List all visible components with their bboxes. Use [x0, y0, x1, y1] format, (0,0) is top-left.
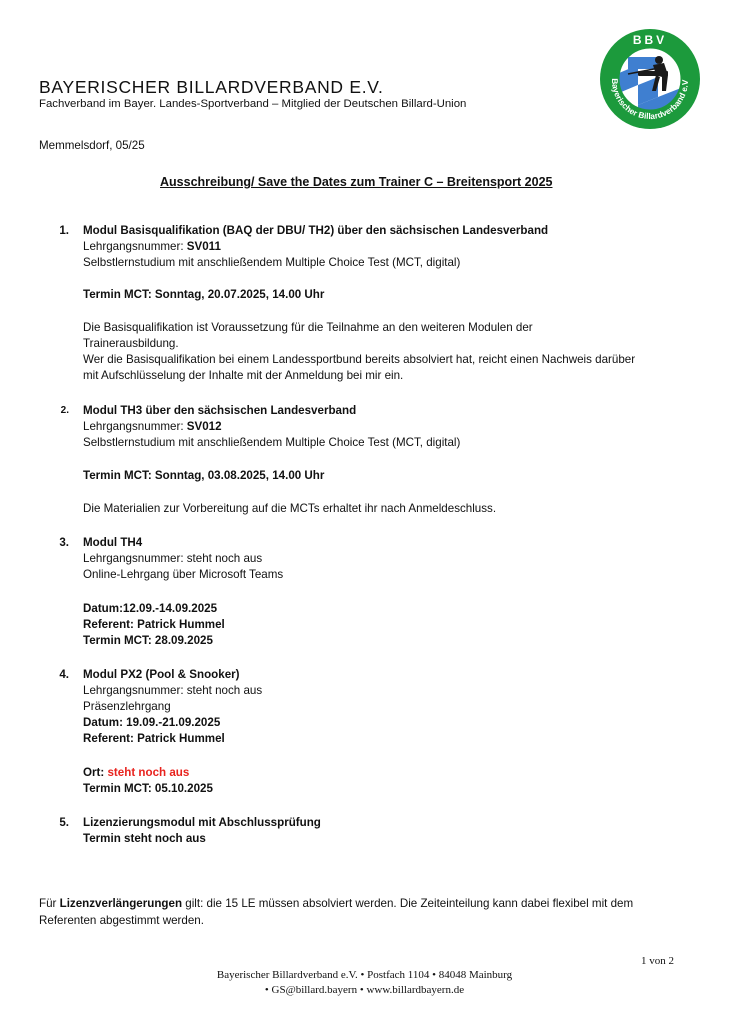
- license-paragraph-line2: Referenten abgestimmt werden.: [39, 914, 204, 927]
- module-note: Trainerausbildung.: [83, 337, 179, 350]
- mct-date: Termin MCT: 05.10.2025: [83, 782, 213, 795]
- course-format: Präsenzlehrgang: [83, 700, 171, 713]
- module-note: Die Basisqualifikation ist Voraussetzung für die Teilnahme an den weiteren Modulen der: [83, 321, 533, 334]
- module-number: 5.: [59, 816, 69, 829]
- mct-date: Termin MCT: 28.09.2025: [83, 634, 213, 647]
- course-format: Online-Lehrgang über Microsoft Teams: [83, 568, 284, 581]
- module-number: 2.: [60, 405, 69, 416]
- org-name: BAYERISCHER BILLARDVERBAND E.V.: [39, 77, 384, 97]
- module-note: mit Aufschlüsselung der Inhalte mit der Anmeldung bei mir ein.: [83, 369, 404, 382]
- course-format: Selbstlernstudium mit anschließendem Multiple Choice Test (MCT, digital): [83, 256, 461, 269]
- module-number: 4.: [59, 668, 69, 681]
- page-number: 1 von 2: [641, 955, 674, 967]
- module-title: Modul PX2 (Pool & Snooker): [83, 668, 240, 681]
- course-date: Datum: 19.09.-21.09.2025: [83, 716, 221, 729]
- module-title: Lizenzierungsmodul mit Abschlussprüfung: [83, 816, 321, 829]
- module-number: 1.: [59, 224, 69, 237]
- module-title: Modul Basisqualifikation (BAQ der DBU/ TH2) über den sächsischen Landesverband: [83, 224, 549, 237]
- course-date: Datum:12.09.-14.09.2025: [83, 602, 218, 615]
- module-note: Die Materialien zur Vorbereitung auf die MCTs erhaltet ihr nach Anmeldeschluss.: [83, 502, 497, 515]
- module-title: Modul TH3 über den sächsischen Landesverband: [83, 404, 357, 417]
- module-number: 3.: [59, 536, 69, 549]
- org-subtitle: Fachverband im Bayer. Landes-Sportverband – Mitglied der Deutschen Billard-Union: [39, 98, 467, 110]
- module-note: Wer die Basisqualifikation bei einem Landessportbund bereits absolviert hat, reicht einen Nachweis darüber: [83, 353, 636, 366]
- mct-date: Termin MCT: Sonntag, 20.07.2025, 14.00 Uhr: [83, 288, 325, 301]
- course-number: Lehrgangsnummer: steht noch aus: [83, 552, 263, 565]
- logo-ring-text: Bayerischer Billardverband e.V: [609, 78, 691, 122]
- place-date: Memmelsdorf, 05/25: [39, 139, 145, 152]
- license-paragraph: Für Lizenzverlängerungen gilt: die 15 LE müssen absolviert werden. Die Zeiteinteilung kann dabei flexibel mit dem: [39, 897, 634, 910]
- logo-top-text: BBV: [632, 33, 668, 47]
- course-referent: Referent: Patrick Hummel: [83, 732, 225, 745]
- course-referent: Referent: Patrick Hummel: [83, 618, 225, 631]
- location-status: steht noch aus: [107, 766, 190, 779]
- course-number: Lehrgangsnummer: steht noch aus: [83, 684, 263, 697]
- document-title: Ausschreibung/ Save the Dates zum Trainer C – Breitensport 2025: [160, 175, 553, 189]
- mct-date: Termin MCT: Sonntag, 03.08.2025, 14.00 Uhr: [83, 469, 325, 482]
- course-number: Lehrgangsnummer: SV012: [83, 420, 222, 433]
- course-format: Selbstlernstudium mit anschließendem Multiple Choice Test (MCT, digital): [83, 436, 461, 449]
- footer-contact: • GS@billard.bayern • www.billardbayern.de: [264, 984, 465, 996]
- course-location: Ort: steht noch aus: [83, 766, 190, 779]
- bbv-logo: [598, 27, 702, 131]
- module-title: Modul TH4: [83, 536, 143, 549]
- footer-address: Bayerischer Billardverband e.V. • Postfach 1104 • 84048 Mainburg: [216, 969, 513, 981]
- mct-date: Termin steht noch aus: [83, 832, 206, 845]
- course-number: Lehrgangsnummer: SV011: [83, 240, 221, 253]
